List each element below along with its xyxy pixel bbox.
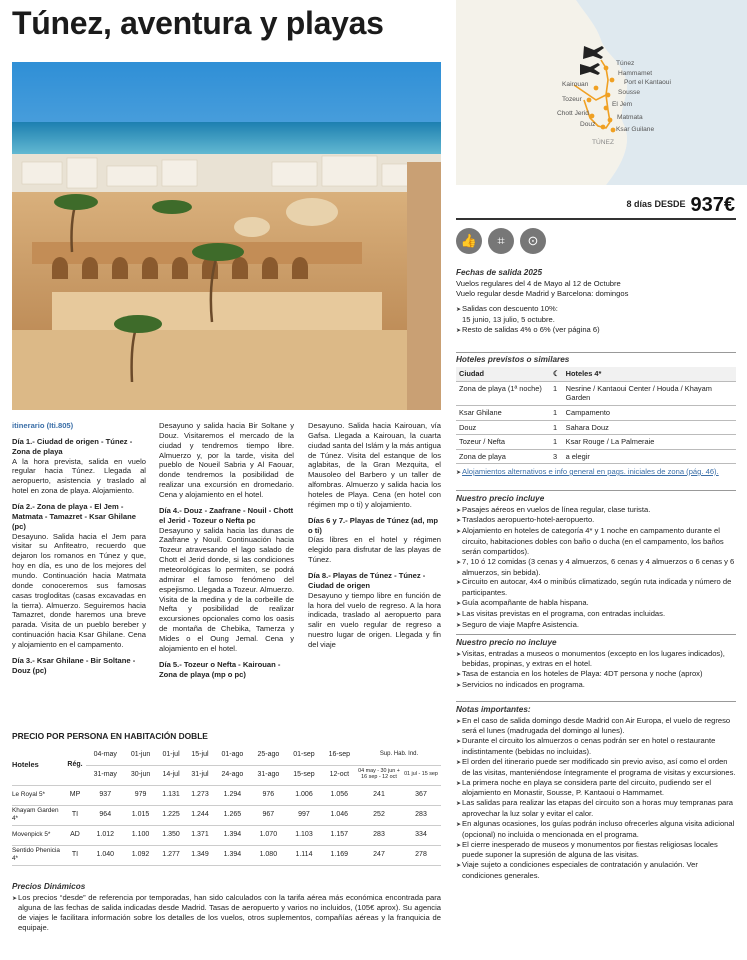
date-bottom: 24-ago	[214, 765, 250, 785]
day-title: Día 1.- Ciudad de origen - Túnez - Zona de playa	[12, 436, 133, 456]
day-title: Día 5.- Tozeur o Nefta - Kairouan - Zona de playa (mp o pc)	[159, 659, 281, 679]
table-cell: 1.092	[125, 845, 157, 865]
notes	[456, 699, 736, 881]
list-item: ➤ Las salidas para realizar las etapas del circuito son a horas muy tempranas para aprovechar la luz solar y evitar el calor.	[456, 798, 736, 819]
list-item: ➤ Guía acompañante de habla hispana.	[456, 598, 736, 609]
hotel-name: Nesrine / Kantaoui Center / Houda / Khayam Garden	[563, 381, 736, 405]
day-text: Días libres en el hotel y régimen elegido para disfrutar de las playas de Túnez.	[308, 535, 441, 565]
includes-title: Nuestro precio incluye	[456, 494, 545, 503]
table-cell: 964	[86, 805, 125, 825]
table-cell: 976	[250, 785, 286, 805]
map-label-kairouan: Kairouan	[562, 81, 589, 88]
table-cell: 1.394	[214, 845, 250, 865]
table-cell: 1.070	[250, 825, 286, 845]
table-cell: TI	[64, 805, 86, 825]
hotel-city: Zona de playa (1ª noche)	[456, 381, 550, 405]
date-bottom: 15-sep	[286, 765, 321, 785]
list-item: ➤ En algunas ocasiones, los guías podrán incluso ofrecerles alguna visita adicional (opcional) no incluida o mencionada en el programa.	[456, 819, 736, 840]
day-title: Días 6 y 7.- Playas de Túnez (ad, mp o ti)	[308, 515, 438, 535]
hotels-note	[456, 467, 736, 478]
table-cell: 367	[401, 785, 441, 805]
day-title: Día 4.- Douz - Zaafrane - Nouil - Chott el Jerid - Tozeur o Nefta pc	[159, 505, 294, 525]
table-cell: Khayam Garden 4*	[12, 805, 64, 825]
table-cell: 1.012	[86, 825, 125, 845]
hotel-name: Campamento	[563, 405, 736, 420]
hotels-info-link[interactable]: Alojamientos alternativos e info general en pags. iniciales de zona (pág. 46).	[462, 467, 719, 476]
price-label: 8 días DESDE	[626, 199, 686, 209]
price-table	[12, 745, 441, 866]
list-item: ➤ 7, 10 ó 12 comidas (3 cenas y 4 almuerzos, 6 cenas y 4 almuerzos o 6 cenas y 6 almuerzos, sin bebida).	[456, 557, 736, 578]
hotel-nights: 1	[550, 435, 563, 450]
map-label-ksar-guilane: Ksar Guilane	[616, 126, 655, 133]
dynamic-title: Precios Dinámicos	[12, 882, 86, 891]
map-label-matmata: Matmata	[617, 114, 643, 121]
map-label-tozeur: Tozeur	[562, 96, 582, 103]
list-item: ➤ El orden del itinerario puede ser modificado sin previo aviso, así como el orden de las visitas, manteniéndose íntegramente el programa de visitas y excursiones.	[456, 757, 736, 778]
table-cell: 1.371	[186, 825, 215, 845]
list-item: ➤ Traslados aeropuerto-hotel-aeropuerto.	[456, 515, 736, 526]
table-cell: 1.169	[322, 845, 357, 865]
day-text: Desayuno. Salida hacia Kairouan, vía Gafsa. Llegada a Kairouan, la cuarta ciudad santa del Islám y la más antigua de Túnez. Visita del estanque de los aglabitas, de la Gran Mezquita, el Mausoleo del Barbero y un taller de alfombras. Almuerzo y salida hacia los hoteles de Playa. Cena (en hotel con régimen mp o ti) y alojamiento.	[308, 421, 441, 509]
table-cell: 247	[357, 845, 401, 865]
day-text: A la hora prevista, salida en vuelo regular hacia Túnez. Llegada al aeropuerto, asistencia y traslado al hotel en zona de playa. Alojamiento.	[12, 456, 146, 496]
hotels-header-hotel: Hoteles 4*	[563, 367, 736, 381]
departures-line: Vuelos regulares del 4 de Mayo al 12 de Octubre	[456, 278, 621, 288]
hotels-title: Hoteles previstos o similares	[456, 355, 570, 364]
list-item: ➤ Seguro de viaje Mapfre Asistencia.	[456, 620, 736, 631]
table-cell: 1.273	[186, 785, 215, 805]
table-cell: 278	[401, 845, 441, 865]
date-top: 16-sep	[322, 745, 357, 765]
hotel-city: Ksar Ghilane	[456, 405, 550, 420]
table-row	[456, 435, 736, 450]
table-cell: 1.294	[214, 785, 250, 805]
date-top: 01-jul	[157, 745, 186, 765]
day-text: Desayuno y salida hacia Bir Soltane y Douz. Visitaremos el mercado de la ciudad y tendremos tiempo libre. Almuerzo y, por la tarde, visita del pueblo de Noueil Sabria y Al Faouar, donde tendremos la posibilidad de realizar una excursión en dromedario. Cena y alojamiento en el hotel.	[159, 421, 294, 500]
itinerary-column-2	[159, 421, 294, 679]
hotel-name: a elegir	[563, 449, 736, 464]
table-cell: 1.350	[157, 825, 186, 845]
dynamic-prices	[12, 882, 441, 933]
map-label-hammamet: Hammamet	[618, 70, 653, 77]
map-label-sousse: Sousse	[618, 89, 640, 96]
table-row	[456, 381, 736, 405]
table-cell: 1.349	[186, 845, 215, 865]
table-cell: 997	[286, 805, 321, 825]
table-row	[456, 449, 736, 464]
table-cell: 1.394	[214, 825, 250, 845]
includes	[456, 488, 736, 630]
list-item: ➤ Viaje sujeto a condiciones especiales de contratación y anulación. Ver condiciones generales.	[456, 860, 736, 881]
map-label-tunez: Túnez	[616, 60, 635, 67]
route-map	[456, 0, 747, 185]
table-cell: 1.006	[286, 785, 321, 805]
day-title: Día 8.- Playas de Túnez - Túnez - Ciudad de origen	[308, 571, 426, 590]
table-cell: Le Royal 5*	[12, 785, 64, 805]
hotel-name: Ksar Rouge / La Palmeraie	[563, 435, 736, 450]
date-bottom: 30-jun	[125, 765, 157, 785]
table-cell: 1.056	[322, 785, 357, 805]
sup-title: Sup. Hab. Ind.	[357, 745, 441, 765]
table-cell: 283	[357, 825, 401, 845]
thumbs-up-icon: 👍	[456, 228, 482, 254]
map-label-chott-jerid: Chott Jerid	[557, 110, 589, 117]
list-item: ➤ La primera noche en playa se considera parte del circuito, pudiendo ser el alojamiento en Monastir, Sousse, P. Kantaoui o Hammamet.	[456, 778, 736, 799]
excludes	[456, 632, 736, 691]
table-cell: 252	[357, 805, 401, 825]
hotel-nights: 1	[550, 420, 563, 435]
hotel-nights: 3	[550, 449, 563, 464]
list-item: ➤ Durante el circuito los almuerzos o cenas podrán ser en hotel o restaurante indistintamente (bebidas no incluidas).	[456, 736, 736, 757]
table-cell: 1.080	[250, 845, 286, 865]
table-row	[12, 785, 441, 805]
table-cell: 937	[86, 785, 125, 805]
map-label-douz: Douz	[580, 121, 596, 128]
list-item: ➤ Tasa de estancia en los hoteles de Playa: 4DT persona y noche (aprox)	[456, 669, 736, 680]
hotel-nights: 1	[550, 381, 563, 405]
table-cell: 1.277	[157, 845, 186, 865]
table-cell: 283	[401, 805, 441, 825]
table-row	[456, 420, 736, 435]
table-cell: 334	[401, 825, 441, 845]
date-top: 15-jul	[186, 745, 215, 765]
excludes-title: Nuestro precio no incluye	[456, 638, 557, 647]
table-row	[12, 805, 441, 825]
col-reg: Rég.	[64, 745, 86, 785]
table-cell: 1.265	[214, 805, 250, 825]
departures	[456, 268, 736, 336]
date-top: 01-sep	[286, 745, 321, 765]
sup-col: 01 jul - 15 sep	[401, 765, 441, 785]
price-from	[626, 192, 735, 218]
table-cell: AD	[64, 825, 86, 845]
rest-line: ➤ Resto de salidas 4% o 6% (ver página 6)	[456, 325, 736, 336]
table-cell: 1.114	[286, 845, 321, 865]
list-item: ➤ En el caso de salida domingo desde Madrid con Air Europa, el vuelo de regreso será el lunes (madrugada del domingo al lunes).	[456, 716, 736, 737]
day-title: Día 2.- Zona de playa - El Jem - Matmata - Tamazret - Ksar Ghilane (pc)	[12, 502, 136, 531]
list-item: ➤ Las visitas previstas en el programa, con entradas incluidas.	[456, 609, 736, 620]
table-cell: MP	[64, 785, 86, 805]
sup-col: 04 may - 30 jun + 16 sep - 12 oct	[357, 765, 401, 785]
itinerary-column-3	[308, 421, 441, 650]
calendar-icon: ⌗	[488, 228, 514, 254]
table-row	[456, 405, 736, 420]
map-label-el-jem: El Jem	[612, 101, 633, 108]
date-bottom: 31-ago	[250, 765, 286, 785]
day-title: Día 3.- Ksar Ghilane - Bir Soltane - Douz (pc)	[12, 655, 136, 675]
table-cell: 1.015	[125, 805, 157, 825]
list-item: ➤ El cierre inesperado de museos y monumentos por fiestas religiosas locales puede suponer la supresión de alguna de las visitas.	[456, 840, 736, 861]
list-item: ➤ Visitas, entradas a museos o monumentos (excepto en los lugares indicados), bebidas, propinas, y extras en el hotel.	[456, 649, 736, 670]
date-bottom: 12-oct	[322, 765, 357, 785]
table-cell: Movenpick 5*	[12, 825, 64, 845]
page-title: Túnez, aventura y playas	[12, 5, 384, 41]
day-text: Desayuno. Salida hacia el Jem para visitar su Anfiteatro, recuerdo que dejaron los romanos en Túnez y que, hoy en día, es uno de los mejores del mundo. Continuación hacia Matmata donde conoceremos sus famosas casas trogloditas (casas excavadas en la tierra). Almuerzo. Seguiremos hacia Tamazret, donde haremos una breve parada. Visita de un pueblo bereber y continuación hacia Ksar Ghilane. Cena y alojamiento en el campamento.	[12, 531, 146, 650]
departures-line: Vuelo regular desde Madrid y Barcelona: domingos	[456, 288, 629, 298]
hotel-city: Douz	[456, 420, 550, 435]
price-table-title: PRECIO POR PERSONA EN HABITACIÓN DOBLE	[12, 731, 208, 741]
table-cell: TI	[64, 845, 86, 865]
divider	[456, 218, 736, 220]
table-cell: 1.244	[186, 805, 215, 825]
list-item: ➤ Pasajes aéreos en vuelos de línea regular, clase turista.	[456, 505, 736, 516]
date-top: 04-may	[86, 745, 125, 765]
dynamic-text: ➤ Los precios “desde” de referencia por temporadas, han sido calculados con la tarifa aérea más económica encontrada para alguna de las fechas de salida indicadas desde Madrid. Tasas de aeropuerto y varios no incluidos, (105€ aprox). Su agencia de viajes le facilitara información sobre los detalles de los vuelos, otros suplementos, compañías aéreas y la franquicia de equipaje.	[12, 893, 441, 933]
day-text: Desayuno y tiempo libre en función de la hora del vuelo de regreso. A la hora indicada, traslado al aeropuerto para salir en vuelo regular de regreso a nuestro lugar de origen. Llegada y fin del viaje	[308, 590, 441, 650]
table-cell: 1.100	[125, 825, 157, 845]
itinerary-code: itinerario (Iti.805)	[12, 421, 74, 430]
date-top: 01-ago	[214, 745, 250, 765]
table-cell: 979	[125, 785, 157, 805]
table-cell: 1.225	[157, 805, 186, 825]
date-bottom: 31-jul	[186, 765, 215, 785]
table-cell: Sentido Phenicia 4*	[12, 845, 64, 865]
discount-line: ➤ Salidas con descuento 10%:	[456, 304, 736, 315]
table-cell: 1.131	[157, 785, 186, 805]
map-pin-icon: ⊙	[520, 228, 546, 254]
col-hotel: Hoteles	[12, 745, 64, 785]
date-bottom: 31-may	[86, 765, 125, 785]
list-item: ➤ Servicios no indicados en programa.	[456, 680, 736, 691]
itinerary-column-1	[12, 421, 146, 676]
hotel-city: Tozeur / Nefta	[456, 435, 550, 450]
hotels-header-city: Ciudad	[456, 367, 550, 381]
date-top: 01-jun	[125, 745, 157, 765]
map-label-port-el-kantaoui: Port el Kantaoui	[624, 79, 671, 86]
table-row	[12, 845, 441, 865]
table-row	[12, 825, 441, 845]
departures-title: Fechas de salida 2025	[456, 268, 543, 277]
map-label-country: TÚNEZ	[592, 139, 614, 146]
table-cell: 1.046	[322, 805, 357, 825]
notes-title: Notas importantes:	[456, 705, 531, 714]
date-top: 25-ago	[250, 745, 286, 765]
hotels-header-sep: ☾	[550, 367, 563, 381]
list-item: ➤ Circuito en autocar, 4x4 o minibús climatizado, según ruta indicada y número de participantes.	[456, 577, 736, 598]
hotel-city: Zona de playa	[456, 449, 550, 464]
table-cell: 1.103	[286, 825, 321, 845]
table-cell: 967	[250, 805, 286, 825]
discount-dates: 15 junio, 13 julio, 5 octubre.	[462, 315, 555, 325]
day-text: Desayuno y salida hacia las dunas de Zaafrane y Nouil. Continuación hacia Tozeur atravesando el lago salado de Chott el Jerid donde, si las condiciones meteorológicas lo permiten, se podrá admirar el famoso fenómeno del espejismo. Llegada a Tozeur. Almuerzo. Visita de la medina y de la corbeille de Nefta y posibilidad de realizar excursiones opcionales como los oasis de montaña de Chebika, Tamerza y Mides o el Oung Jemal. Cena y alojamiento en el hotel.	[159, 525, 294, 653]
hotel-name: Sahara Douz	[563, 420, 736, 435]
table-cell: 1.157	[322, 825, 357, 845]
table-cell: 1.040	[86, 845, 125, 865]
list-item: ➤ Alojamiento en hoteles de categoría 4* y 1 noche en campamento durante el circuito, habitaciones dobles con baño o ducha (en el campamento, los baños serán compartidos).	[456, 526, 736, 557]
divider	[456, 352, 736, 353]
date-bottom: 14-jul	[157, 765, 186, 785]
hotel-nights: 1	[550, 405, 563, 420]
hotels-table	[456, 367, 736, 464]
kairouan-photo	[12, 62, 441, 410]
price-value: 937€	[690, 194, 735, 216]
table-cell: 241	[357, 785, 401, 805]
